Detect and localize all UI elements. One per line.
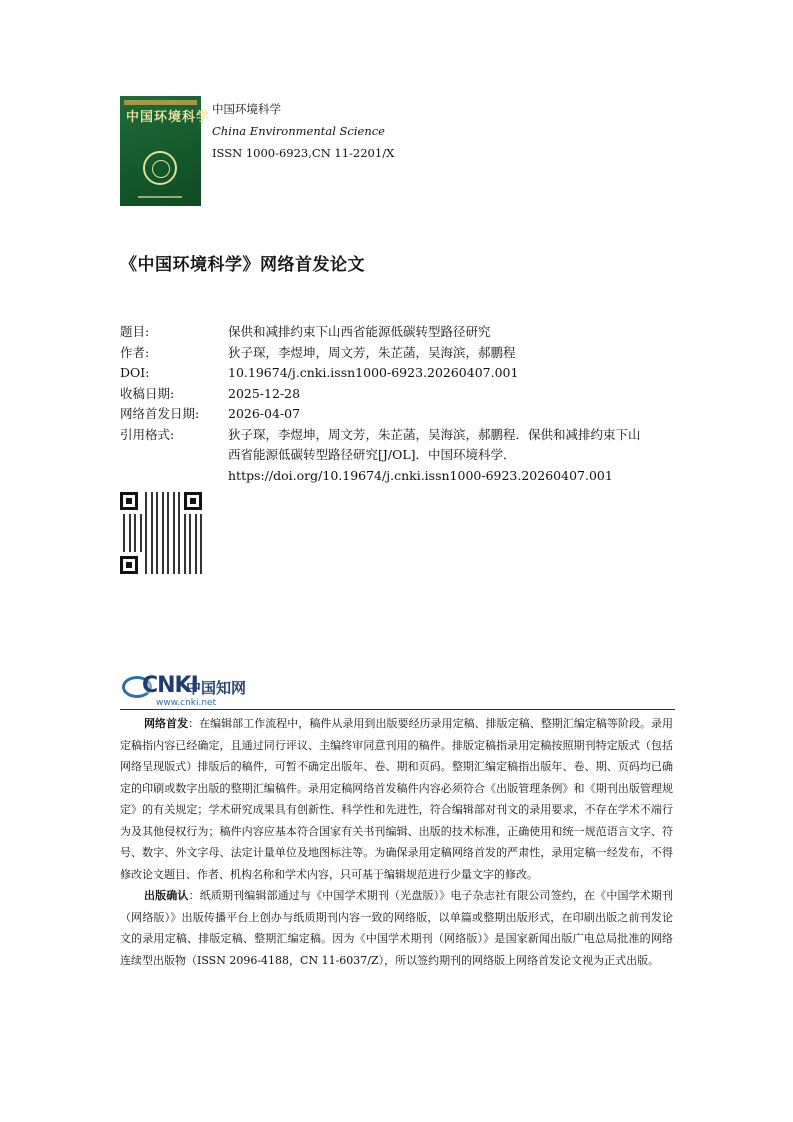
- publication-notes: [120, 713, 673, 971]
- doi-row: [120, 363, 680, 384]
- cover-emblem-icon: [143, 151, 177, 185]
- citation-line-2: 西省能源低碳转型路径研究[J/OL]．中国环境科学．: [228, 447, 516, 462]
- cnki-url: www.cnki.net: [156, 698, 217, 708]
- online-first-body: ：在编辑部工作流程中，稿件从录用到出版要经历录用定稿、排版定稿、整期汇编定稿等阶段。录用定稿指内容已经确定，且通过同行评议、主编终审同意刊用的稿件。排版定稿指录用定稿按照期刊特定版式（包括网络呈现版式）排版后的稿件，可暂不确定出版年、卷、期和页码。整期汇编定稿指出版年、卷、期、页码均已确定的印刷或数字出版的整期汇编稿件。录用定稿网络首发稿件内容必须符合《出版管理条例》和《期刊出版管理规定》的有关规定；学术研究成果具有创新性、科学性和先进性，符合编辑部对刊文的录用要求，不存在学术不端行为及其他侵权行为；稿件内容应基本符合国家有关书刊编辑、出版的技术标准，正确使用和统一规范语言文字、符号、数字、外文字母、法定计量单位及地图标注等。为确保录用定稿网络首发的严肃性，录用定稿一经发布，不得修改论文题目、作者、机构名称和学术内容，只可基于编辑规范进行少量文字的修改。: [120, 717, 674, 881]
- online-first-note: [120, 713, 673, 885]
- article-title: 保供和减排约束下山西省能源低碳转型路径研究: [228, 324, 491, 339]
- authors-label: 作者:: [120, 344, 150, 360]
- cover-title: 中国环境科学: [126, 110, 211, 125]
- doi-label: DOI:: [120, 365, 150, 380]
- cover-top-band: [124, 100, 197, 105]
- qr-code-icon[interactable]: [120, 492, 202, 574]
- qr-finder-top-left: [120, 492, 138, 510]
- online-label: 网络首发日期:: [120, 406, 200, 421]
- qr-finder-bottom-left: [120, 556, 138, 574]
- citation-url[interactable]: https://doi.org/10.19674/j.cnki.issn1000-6923.20260407.001: [228, 467, 613, 483]
- divider: [120, 709, 675, 710]
- journal-info: [212, 98, 394, 164]
- publication-confirm-note: [120, 885, 673, 971]
- online-row: [120, 404, 680, 425]
- title-row: [120, 322, 680, 343]
- journal-name-en: China Environmental Science: [212, 124, 385, 138]
- article-doi[interactable]: 10.19674/j.cnki.issn1000-6923.20260407.001: [228, 365, 519, 380]
- citation-row: [120, 425, 680, 487]
- page-title: 《中国环境科学》网络首发论文: [120, 255, 365, 275]
- cover-footer-line: [138, 196, 182, 198]
- received-row: [120, 384, 680, 405]
- online-date: 2026-04-07: [228, 406, 301, 421]
- publication-confirm-heading: 出版确认: [144, 889, 189, 902]
- title-label: 题目:: [120, 324, 150, 339]
- cnki-logo: [120, 670, 260, 710]
- citation-label: 引用格式:: [120, 426, 175, 442]
- qr-finder-top-right: [184, 492, 202, 510]
- article-authors: 狄子琛，李煜坤，周文芳，朱芷菡，吴海滨，郝鹏程: [228, 344, 516, 360]
- online-first-heading: 网络首发: [144, 717, 189, 730]
- received-date: 2025-12-28: [228, 385, 301, 401]
- cnki-wordmark: CNKI: [142, 673, 198, 698]
- citation-line-1: 狄子琛，李煜坤，周文芳，朱芷菡，吴海滨，郝鹏程．保供和减排约束下山: [228, 426, 641, 442]
- journal-issn: ISSN 1000-6923,CN 11-2201/X: [212, 146, 395, 160]
- publication-confirm-body: ：纸质期刊编辑部通过与《中国学术期刊（光盘版）》电子杂志社有限公司签约，在《中国学术期刊（网络版）》出版传播平台上创办与纸质期刊内容一致的网络版，以单篇或整期出版形式，在印刷出版之前刊发论文的录用定稿、排版定稿、整期汇编定稿。因为《中国学术期刊（网络版）》是国家新闻出版广电总局批准的网络连续型出版物（ISSN 2096-4188，CN 11-6037/Z），所以签约期刊的网络版上网络首发论文视为正式出版。: [120, 889, 674, 967]
- journal-name-cn: 中国环境科学: [212, 102, 281, 116]
- cnki-chinese-name: 中国知网: [186, 679, 247, 697]
- article-metadata: [120, 322, 680, 486]
- received-label: 收稿日期:: [120, 385, 175, 401]
- journal-cover-image: [120, 96, 211, 206]
- authors-row: [120, 343, 680, 364]
